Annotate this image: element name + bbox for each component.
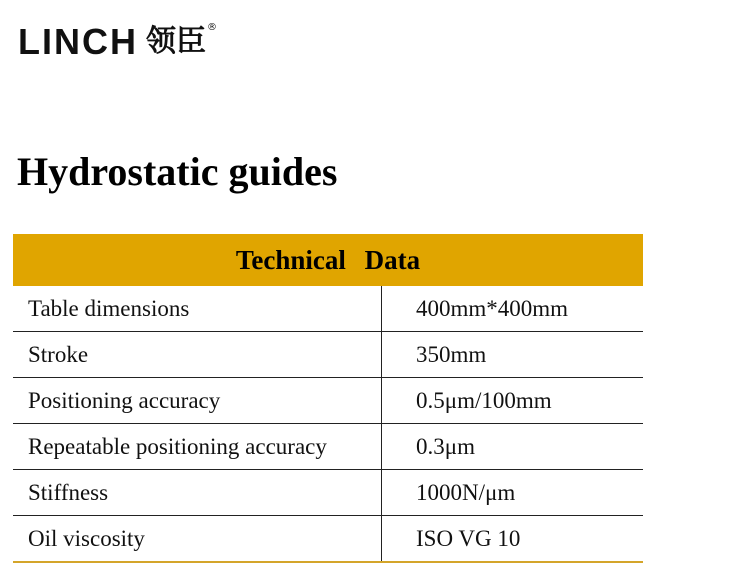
row-value: 400mm*400mm xyxy=(382,286,644,332)
table-row xyxy=(13,516,643,563)
logo-chinese: 领臣 xyxy=(146,24,206,59)
table-row xyxy=(13,378,643,424)
logo-text: LINCH xyxy=(18,21,138,62)
brand-logo xyxy=(18,22,217,62)
row-label: Oil viscosity xyxy=(13,516,382,563)
technical-data-table xyxy=(13,234,643,563)
row-label: Repeatable positioning accuracy xyxy=(13,424,382,470)
page-title: Hydrostatic guides xyxy=(17,149,338,194)
row-label: Table dimensions xyxy=(13,286,382,332)
row-value: 350mm xyxy=(382,332,644,378)
row-value: 0.3μm xyxy=(382,424,644,470)
row-value: ISO VG 10 xyxy=(382,516,644,563)
table-row xyxy=(13,286,643,332)
table-row xyxy=(13,332,643,378)
table-header: Technical Data xyxy=(13,234,643,286)
row-label: Stroke xyxy=(13,332,382,378)
table-row xyxy=(13,424,643,470)
row-value: 1000N/μm xyxy=(382,470,644,516)
row-value: 0.5μm/100mm xyxy=(382,378,644,424)
row-label: Stiffness xyxy=(13,470,382,516)
registered-mark: ® xyxy=(207,22,217,33)
table-row xyxy=(13,470,643,516)
row-label: Positioning accuracy xyxy=(13,378,382,424)
